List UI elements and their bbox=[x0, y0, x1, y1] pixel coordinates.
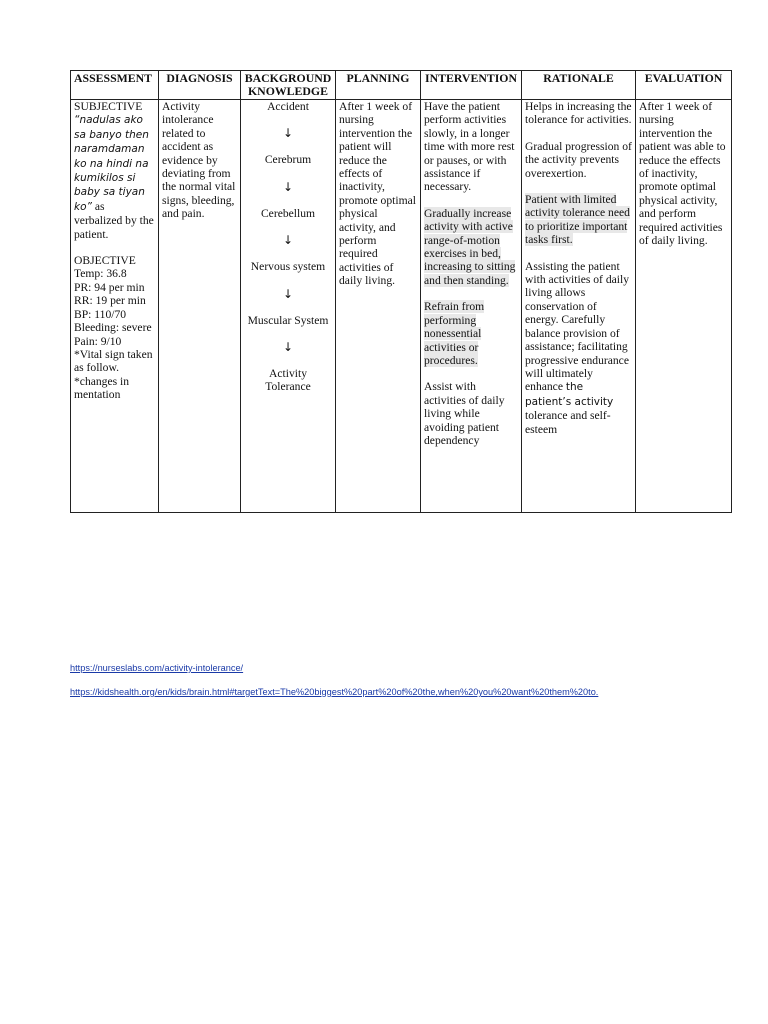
reference-link-nurseslabs[interactable]: https://nurseslabs.com/activity-intolerance/ bbox=[70, 663, 244, 673]
down-arrow-icon: ↓ bbox=[282, 286, 294, 301]
down-arrow-icon: ↓ bbox=[282, 340, 294, 355]
objective-label: OBJECTIVE bbox=[74, 254, 136, 268]
chain-cerebellum: Cerebellum bbox=[260, 206, 316, 220]
header-intervention: INTERVENTION bbox=[421, 71, 522, 100]
header-background-knowledge: BACKGROUND KNOWLEDGE bbox=[241, 71, 336, 100]
diagnosis-cell: Activity intolerance related to accident as evidence by deviating from the normal vital signs, bleeding, and pain. bbox=[159, 100, 241, 513]
intervention-item: Assist with activities of daily living while avoiding patient dependency bbox=[424, 380, 505, 447]
evaluation-cell: After 1 week of nursing intervention the patient was able to reduce the effects of inactivity, promote optimal physical activity, and perform required activities of daily living. bbox=[636, 100, 732, 513]
table-header-row bbox=[71, 71, 732, 100]
header-evaluation: EVALUATION bbox=[636, 71, 732, 100]
down-arrow-icon: ↓ bbox=[282, 233, 294, 248]
intervention-item: Refrain from performing nonessential activities or procedures. bbox=[424, 300, 485, 367]
background-knowledge-cell bbox=[241, 100, 336, 513]
rationale-item: Patient with limited activity tolerance need to prioritize important tasks first. bbox=[525, 193, 630, 247]
rationale-text: Assisting the patient with activities of daily living allows conservation of energy. Carefully balance provision of assistance; facilitating progressive endurance will ultimately enhance bbox=[525, 259, 629, 394]
rationale-text-sans: the patient’s activity bbox=[525, 381, 614, 408]
rationale-text-end: tolerance and self-esteem bbox=[525, 409, 611, 436]
reference-link-kidshealth[interactable]: https://kidshealth.org/en/kids/brain.html#targetText=The%20biggest%20part%20of%20the,when%20you%20want%20them%20to. bbox=[70, 687, 599, 697]
objective-vitals: Temp: 36.8 PR: 94 per min RR: 19 per min BP: 110/70 Bleeding: severe Pain: 9/10 *Vital sign taken as follow. *changes in mentation bbox=[74, 267, 153, 402]
rationale-item: Gradual progression of the activity prevents overexertion. bbox=[525, 139, 632, 180]
intervention-item: Gradually increase activity with active range-of-motion exercises in bed, increasing to sitting and then standing. bbox=[424, 206, 516, 287]
down-arrow-icon: ↓ bbox=[282, 126, 294, 141]
down-arrow-icon: ↓ bbox=[282, 179, 294, 194]
intervention-item: Have the patient perform activities slowly, in a longer time with more rest or pauses, or with assistance if necessary. bbox=[424, 100, 515, 194]
header-rationale: RATIONALE bbox=[522, 71, 636, 100]
planning-cell: After 1 week of nursing intervention the patient will reduce the effects of inactivity, promote optimal physical activity, and perform required activities of daily living. bbox=[336, 100, 421, 513]
chain-cerebrum: Cerebrum bbox=[264, 153, 312, 167]
chain-muscular-system: Muscular System bbox=[247, 313, 329, 327]
patient-quote: “nadulas ako sa banyo then naramdaman ko na hindi na kumikilos si baby sa tiyan ko” bbox=[74, 114, 149, 213]
subjective-label: SUBJECTIVE bbox=[74, 100, 143, 113]
chain-activity-tolerance: Activity Tolerance bbox=[265, 367, 311, 394]
chain-accident: Accident bbox=[267, 100, 309, 113]
assessment-cell bbox=[71, 100, 159, 513]
verbalized-note: as verbalized by the patient. bbox=[74, 199, 154, 241]
header-assessment: ASSESSMENT bbox=[71, 71, 159, 100]
header-planning: PLANNING bbox=[336, 71, 421, 100]
rationale-item bbox=[525, 260, 632, 436]
header-diagnosis: DIAGNOSIS bbox=[159, 71, 241, 100]
nursing-care-plan-table bbox=[70, 70, 732, 513]
rationale-cell bbox=[522, 100, 636, 513]
table-row bbox=[71, 100, 732, 513]
subjective-statement bbox=[74, 113, 155, 241]
intervention-cell bbox=[421, 100, 522, 513]
rationale-item: Helps in increasing the tolerance for activities. bbox=[525, 100, 632, 127]
chain-nervous-system: Nervous system bbox=[250, 260, 326, 274]
